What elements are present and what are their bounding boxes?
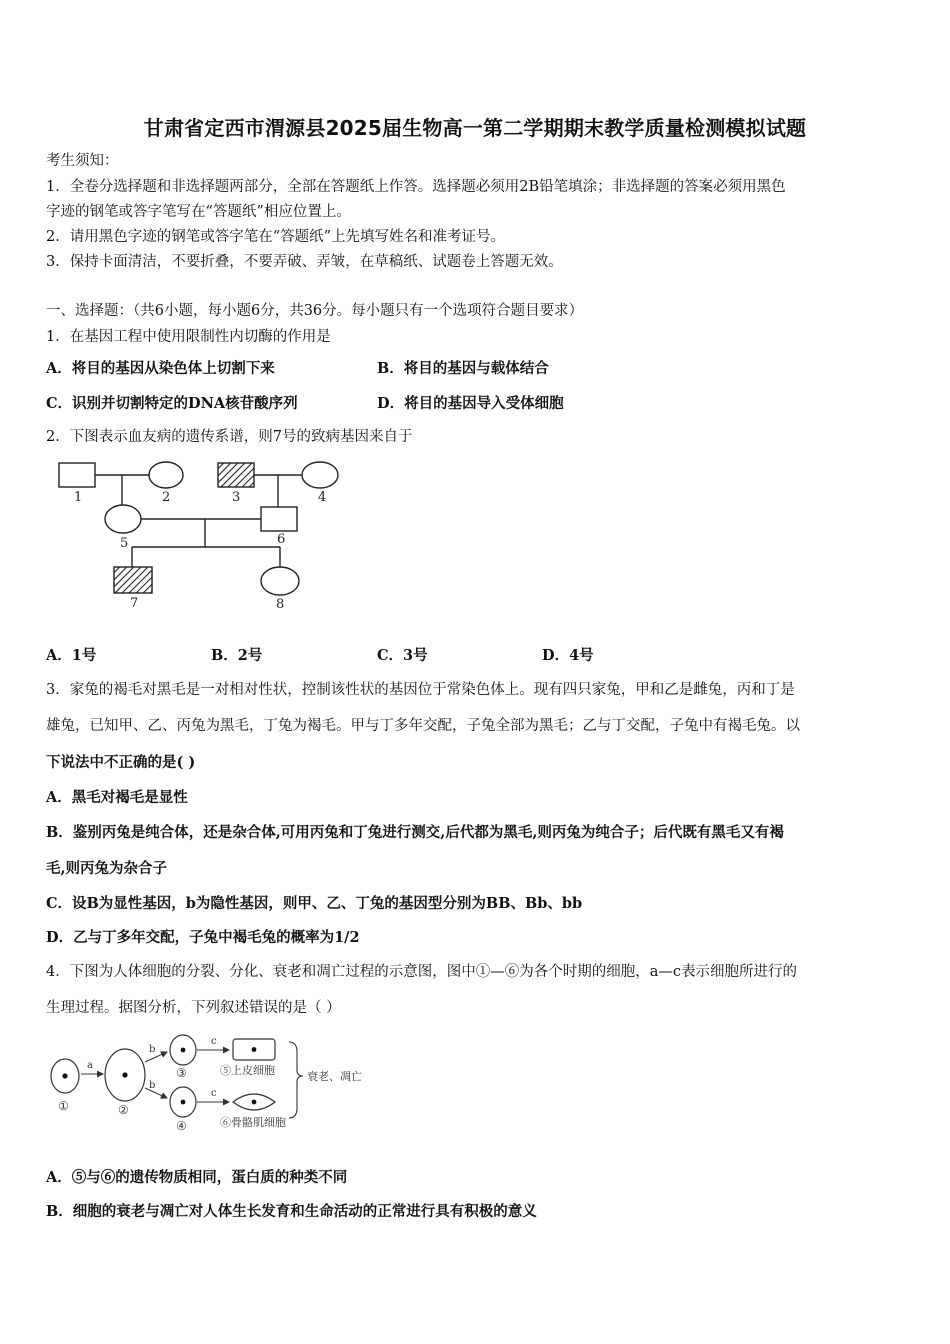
section-heading: 一、选择题：（共6小题，每小题6分，共36分。每小题只有一个选项符合题目要求）	[46, 303, 584, 319]
pedigree-label-6: 6	[277, 532, 286, 547]
pedigree-individual-1	[59, 463, 95, 487]
pedigree-individual-6	[261, 507, 297, 531]
q3-stem-line-1: 3．家兔的褐毛对黑毛是一对相对性状，控制该性状的基因位于常染色体上。现有四只家兔，甲和乙是雌兔，丙和丁是	[46, 682, 795, 698]
arrow-label-b-up: b	[149, 1044, 156, 1055]
cell-5-label: ⑤上皮细胞	[220, 1064, 275, 1077]
pedigree-label-5: 5	[120, 536, 129, 551]
pedigree-label-2: 2	[162, 490, 171, 505]
pedigree-label-7: 7	[130, 596, 139, 611]
q1-option-c: C．识别并切割特定的DNA核苷酸序列	[46, 395, 298, 412]
notice-item-2: 2．请用黑色字迹的钢笔或答字笔在“答题纸”上先填写姓名和准考证号。	[46, 229, 506, 245]
q2-stem: 2．下图表示血友病的遗传系谱，则7号的致病基因来自于	[46, 429, 413, 445]
q3-stem-line-2: 雄兔，已知甲、乙、丙兔为黑毛，丁兔为褐毛。甲与丁多年交配，子兔全部为黑毛；乙与丁交配，子兔中有褐毛兔。以	[46, 718, 800, 734]
arrow-label-c-up: c	[211, 1036, 217, 1047]
q1-option-b: B．将目的基因与载体结合	[377, 360, 549, 377]
q3-stem-line-3: 下说法中不正确的是( )	[46, 754, 196, 771]
q4-option-a: A．⑤与⑥的遗传物质相同，蛋白质的种类不同	[46, 1169, 348, 1186]
page-title: 甘肃省定西市渭源县2025届生物高一第二学期期末教学质量检测模拟试题	[143, 116, 807, 140]
pedigree-individual-3	[218, 463, 254, 487]
bracket	[289, 1042, 303, 1118]
q3-option-d: D．乙与丁多年交配，子兔中褐毛兔的概率为1/2	[46, 929, 360, 946]
q3-option-a: A．黑毛对褐毛是显性	[46, 789, 188, 806]
pedigree-individual-5	[105, 505, 141, 533]
cell-label-4: ④	[176, 1119, 187, 1133]
pedigree-individual-2	[149, 462, 183, 488]
pedigree-label-4: 4	[318, 490, 327, 505]
pedigree-label-8: 8	[276, 597, 285, 612]
notice-item-3: 3．保持卡面清洁，不要折叠，不要弄破、弄皱，在草稿纸、试题卷上答题无效。	[46, 254, 563, 270]
pedigree-label-1: 1	[74, 490, 83, 505]
q4-option-b: B．细胞的衰老与凋亡对人体生长发育和生命活动的正常进行具有积极的意义	[46, 1203, 537, 1220]
q2-option-b: B．2号	[211, 647, 263, 664]
notice-item-1-cont: 字迹的钢笔或答字笔写在“答题纸”相应位置上。	[46, 204, 351, 220]
q3-option-b: B．鉴别丙兔是纯合体，还是杂合体,可用丙兔和丁兔进行测交,后代都为黑毛,则丙兔为纯合子；后代既有黑毛又有褐	[46, 824, 784, 841]
pedigree-individual-4	[302, 462, 338, 488]
cell-label-2: ②	[118, 1103, 129, 1117]
pedigree-individual-8	[261, 567, 299, 595]
cell-label-1: ①	[58, 1099, 69, 1113]
bracket-label: 衰老、凋亡	[307, 1070, 362, 1083]
q2-option-d: D．4号	[542, 647, 594, 664]
cell-label-3: ③	[176, 1066, 187, 1080]
arrow-label-c-down: c	[211, 1088, 217, 1099]
q1-option-d: D．将目的基因导入受体细胞	[377, 395, 564, 412]
arrow-label-b-down: b	[149, 1080, 156, 1091]
pedigree-label-3: 3	[232, 490, 241, 505]
hemophilia-pedigree	[40, 455, 340, 615]
q4-stem-line-2: 生理过程。据图分析，下列叙述错误的是（ ）	[46, 1000, 341, 1016]
notice-heading: 考生须知：	[46, 153, 119, 169]
q3-option-c: C．设B为显性基因，b为隐性基因，则甲、乙、丁兔的基因型分别为BB、Bb、bb	[46, 895, 583, 912]
pedigree-individual-7	[114, 567, 152, 593]
q2-option-c: C．3号	[377, 647, 428, 664]
cell-process-diagram	[45, 1030, 375, 1140]
q2-option-a: A．1号	[46, 647, 97, 664]
q4-stem-line-1: 4．下图为人体细胞的分裂、分化、衰老和凋亡过程的示意图，图中①—⑥为各个时期的细胞，a—c表示细胞所进行的	[46, 964, 797, 980]
q1-stem: 1．在基因工程中使用限制性内切酶的作用是	[46, 329, 331, 345]
cell-6-label: ⑥骨骼肌细胞	[220, 1116, 286, 1129]
notice-item-1: 1．全卷分选择题和非选择题两部分，全部在答题纸上作答。选择题必须用2B铅笔填涂；非选择题的答案必须用黑色	[46, 179, 786, 195]
arrow-label-a: a	[87, 1060, 93, 1071]
q1-option-a: A．将目的基因从染色体上切割下来	[46, 360, 275, 377]
q3-option-b-cont: 毛,则丙兔为杂合子	[46, 860, 168, 877]
